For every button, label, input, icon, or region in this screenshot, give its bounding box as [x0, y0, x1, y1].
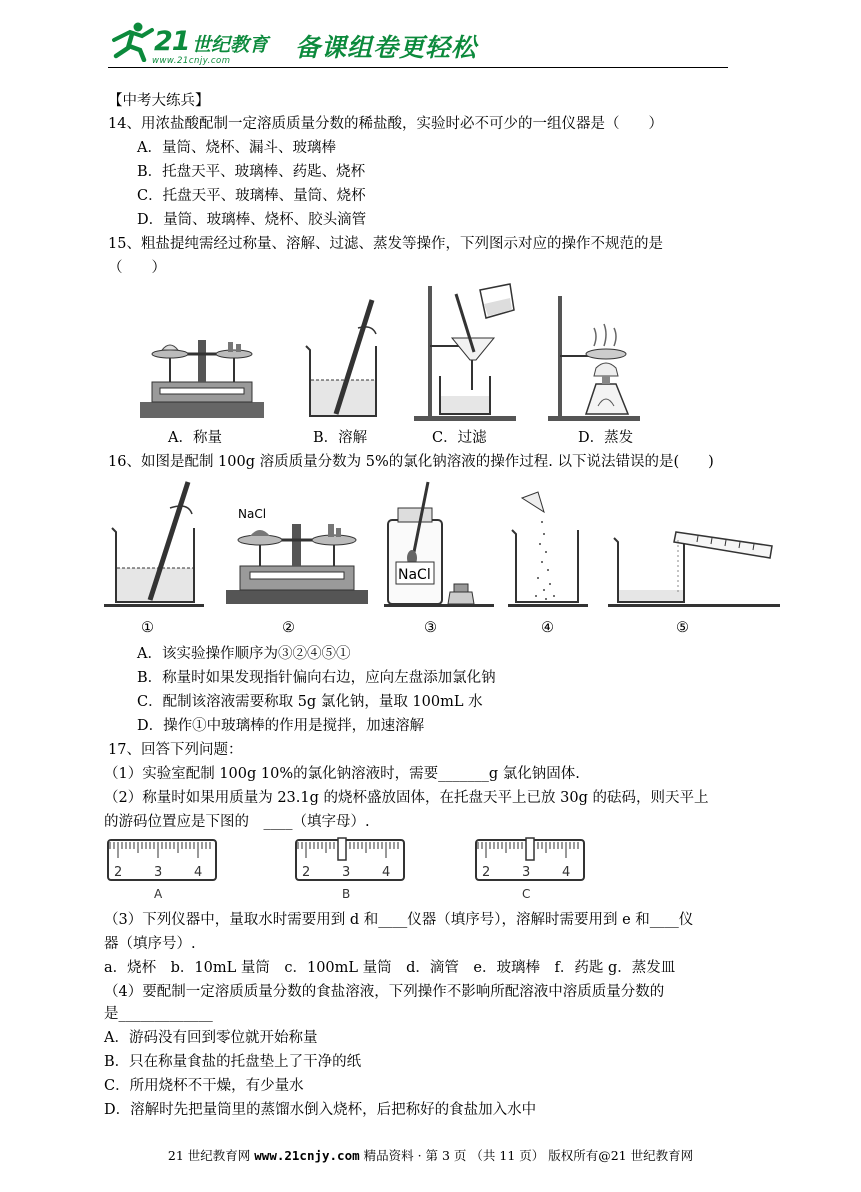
ruler-a [106, 836, 218, 902]
q16-step-label-3: ③ [424, 620, 437, 636]
q17-part-3b: 器（填序号）. [104, 936, 196, 952]
q17-part-2b: 的游码位置应是下图的 ____（填字母）. [104, 814, 370, 830]
q16-nacl-label-1: NaCl [238, 507, 267, 521]
section-title: 【中考大练兵】 [108, 93, 210, 109]
q16-step-label-5: ⑤ [676, 620, 689, 636]
q16-option-a: A．该实验操作顺序为③②④⑤① [137, 646, 351, 662]
logo-url: www.21cnjy.com [152, 56, 231, 66]
q17-part-3a: （3）下列仪器中，量取水时需要用到 d 和____仪器（填序号），溶解时需要用到 e 和____仪 [104, 912, 694, 928]
slogan: 备课组卷更轻松 [295, 33, 478, 62]
rider-marker [338, 838, 346, 860]
q16-step-label-4: ④ [541, 620, 554, 636]
logo-name: 世纪教育 [192, 34, 269, 56]
q16-step-label-1: ① [141, 620, 154, 636]
ruler-tick-label: 3 [522, 865, 531, 880]
q16-figure-1-stir [104, 478, 204, 610]
ruler-letter: A [154, 887, 163, 901]
ruler-c [474, 836, 586, 902]
q15-figure-c-filter [410, 280, 520, 422]
q17-stem: 17、回答下列问题： [108, 742, 243, 758]
ruler-tick-label: 2 [482, 865, 491, 880]
ruler-tick-label: 2 [114, 865, 123, 880]
ruler-b [294, 836, 406, 902]
logo-number: 21 [154, 26, 190, 57]
q17-option-b: B．只在称量食盐的托盘垫上了干净的纸 [104, 1054, 362, 1070]
runner-logo-icon [108, 20, 156, 62]
q15-figure-d-evaporate [544, 292, 644, 422]
ruler-tick-label: 2 [302, 865, 311, 880]
q16-figure-4-pour-solid [508, 490, 588, 608]
ruler-tick-label: 4 [562, 865, 571, 880]
q16-option-d: D．操作①中玻璃棒的作用是搅拌，加速溶解 [137, 718, 425, 734]
q15-stem: 15、粗盐提纯需经过称量、溶解、过滤、蒸发等操作，下列图示对应的操作不规范的是 [108, 236, 663, 252]
q14-option-d: D．量筒、玻璃棒、烧杯、胶头滴管 [137, 212, 367, 228]
ruler-letter: C [522, 887, 531, 901]
q17-part-1: （1）实验室配制 100g 10%的氯化钠溶液时，需要_______g 氯化钠固体. [104, 766, 580, 782]
q16-option-b: B．称量时如果发现指针偏向右边，应向左盘添加氯化钠 [137, 670, 496, 686]
q17-option-c: C．所用烧杯不干燥，有少量水 [104, 1078, 304, 1094]
q14-option-a: A．量筒、烧杯、漏斗、玻璃棒 [137, 140, 336, 156]
q15-caption-a: A．称量 [168, 430, 222, 446]
q16-figure-3-reagent-jar [384, 480, 494, 608]
ruler-tick-label: 4 [382, 865, 391, 880]
q15-stem-cont: （ ） [108, 260, 166, 276]
q14-option-b: B．托盘天平、玻璃棒、药匙、烧杯 [137, 164, 366, 180]
q15-caption-b: B．溶解 [313, 430, 368, 446]
q16-figure-2-balance [222, 504, 372, 608]
q17-option-a: A．游码没有回到零位就开始称量 [104, 1030, 318, 1046]
q14-option-c: C．托盘天平、玻璃棒、量筒、烧杯 [137, 188, 366, 204]
ruler-letter: B [342, 887, 351, 901]
q17-part-2a: （2）称量时如果用质量为 23.1g 的烧杯盛放固体，在托盘天平上已放 30g 的砝码，则天平上 [104, 790, 709, 806]
q15-caption-d: D．蒸发 [578, 430, 634, 446]
q17-part-4a: （4）要配制一定溶质质量分数的食盐溶液，下列操作不影响所配溶液中溶质质量分数的 [104, 984, 665, 1000]
header-divider [108, 67, 728, 68]
footer-right: 精品资料 · 第 3 页 （共 11 页） 版权所有@21 世纪教育网 [363, 1148, 694, 1163]
q17-instrument-list: a．烧杯 b．10mL 量筒 c．100mL 量筒 d．滴管 e．玻璃棒 f．药匙 g．蒸发皿 [104, 960, 676, 976]
ruler-tick-label: 4 [194, 865, 203, 880]
q16-figure-5-pour-water [608, 508, 780, 608]
q16-nacl-label-2: NaCl [398, 567, 431, 583]
footer-url: www.21cnjy.com [254, 1148, 360, 1163]
q15-figure-b-dissolve [300, 296, 386, 422]
q14-stem: 14、用浓盐酸配制一定溶质质量分数的稀盐酸，实验时必不可少的一组仪器是（ ） [108, 116, 663, 132]
q15-caption-c: C．过滤 [432, 430, 487, 446]
q17-option-d: D．溶解时先把量筒里的蒸馏水倒入烧杯，后把称好的食盐加入水中 [104, 1102, 537, 1118]
q15-figure-a-balance [136, 330, 268, 422]
ruler-tick-label: 3 [342, 865, 351, 880]
page-footer [0, 1146, 861, 1164]
q16-stem: 16、如图是配制 100g 溶质质量分数为 5%的氯化钠溶液的操作过程. 以下说法错误的是( ) [108, 454, 714, 470]
footer-left: 21 世纪教育网 [167, 1148, 251, 1163]
page-header [108, 20, 728, 70]
ruler-tick-label: 3 [154, 865, 163, 880]
q16-step-label-2: ② [282, 620, 295, 636]
q17-part-4b: 是_____________ [104, 1006, 213, 1022]
rider-marker [526, 838, 534, 860]
q16-option-c: C．配制该溶液需要称取 5g 氯化钠，量取 100mL 水 [137, 694, 483, 710]
